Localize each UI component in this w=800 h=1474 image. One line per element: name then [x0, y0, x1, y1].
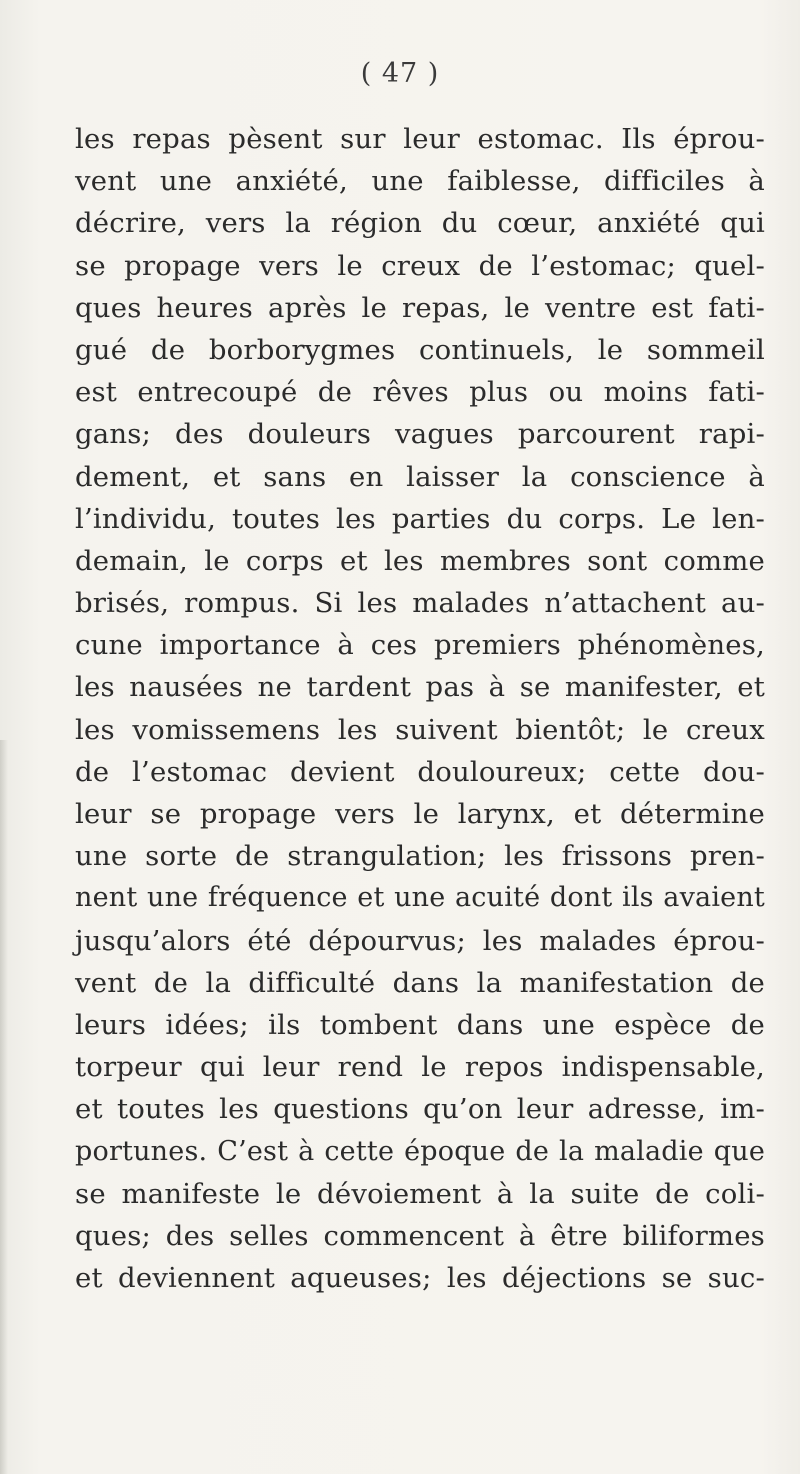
text-line: leur se propage vers le larynx, et détermine — [75, 798, 765, 830]
text-line: cune importance à ces premiers phénomènes, — [75, 629, 765, 662]
text-line: nent une fréquence et une acuité dont ils avaient — [75, 882, 765, 914]
body-text — [75, 118, 765, 1299]
text-line: jusqu’alors été dépourvus; les malades éprou- — [75, 924, 765, 957]
text-line: se manifeste le dévoiement à la suite de coli- — [75, 1177, 765, 1210]
text-line: leurs idées; ils tombent dans une espèce de — [75, 1008, 765, 1041]
text-line: les repas pèsent sur leur estomac. Ils éprou- — [75, 123, 765, 155]
text-line: torpeur qui leur rend le repos indispensable, — [75, 1051, 765, 1084]
text-line: brisés, rompus. Si les malades n’attachent au- — [75, 587, 765, 620]
text-line: décrire, vers la région du cœur, anxiété qui — [75, 207, 765, 240]
text-line: et deviennent aqueuses; les déjections se suc- — [75, 1262, 765, 1295]
text-line: demain, le corps et les membres sont comme — [75, 544, 765, 577]
text-line: se propage vers le creux de l’estomac; quel- — [75, 249, 765, 282]
text-line: et toutes les questions qu’on leur adresse, im- — [75, 1093, 765, 1126]
text-line: vent de la difficulté dans la manifestation de — [75, 966, 765, 999]
text-line: les vomissemens les suivent bientôt; le creux — [75, 713, 765, 746]
text-line: est entrecoupé de rêves plus ou moins fati- — [75, 376, 765, 409]
text-line: portunes. C’est à cette époque de la maladie que — [75, 1135, 765, 1167]
text-line: gué de borborygmes continuels, le sommeil — [75, 333, 765, 366]
text-line: l’individu, toutes les parties du corps. Le len- — [75, 502, 765, 535]
text-line: dement, et sans en laisser la conscience à — [75, 460, 765, 493]
text-line: ques; des selles commencent à être biliformes — [75, 1219, 765, 1252]
text-line: gans; des douleurs vagues parcourent rapi- — [75, 418, 765, 451]
page-gutter-shadow — [0, 740, 8, 1474]
text-line: une sorte de strangulation; les frissons pren- — [75, 840, 765, 873]
text-line: vent une anxiété, une faiblesse, difficiles à — [75, 165, 765, 198]
page-number: ( 47 ) — [360, 58, 440, 89]
text-line: de l’estomac devient douloureux; cette dou- — [75, 755, 765, 788]
text-line: ques heures après le repas, le ventre est fati- — [75, 291, 765, 324]
text-line: les nausées ne tardent pas à se manifester, et — [75, 671, 765, 704]
